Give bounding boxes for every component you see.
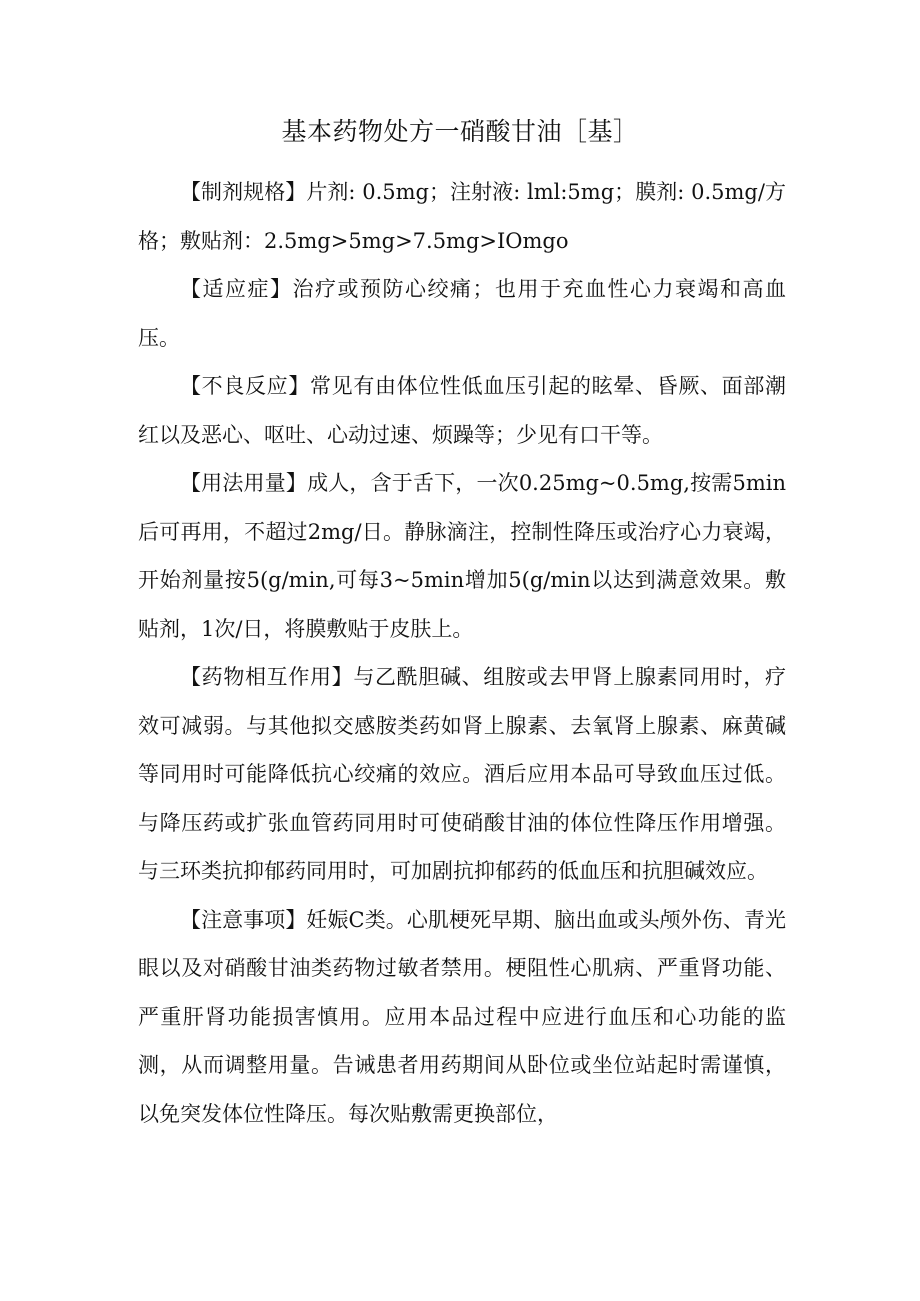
- section-text: 与乙酰胆碱、组胺或去甲肾上腺素同用时，疗效可减弱。与其他拟交感胺类药如肾上腺素、去氧肾上腺素、麻黄碱等同用时可能降低抗心绞痛的效应。酒后应用本品可导致血压过低。与降压药或扩张血管药同用时可使硝酸甘油的体位性降压作用增强。与三环类抗抑郁药同用时，可加剧抗抑郁药的低血压和抗胆碱效应。: [138, 665, 787, 883]
- section-indications: [138, 265, 786, 362]
- section-heading: 【不良反应】: [180, 374, 310, 398]
- section-text: 治疗或预防心绞痛；也用于充血性心力衰竭和高血压。: [138, 277, 786, 350]
- section-heading: 【注意事项】: [180, 907, 307, 932]
- section-heading: 【适应症】: [180, 277, 293, 301]
- section-text: 片剂: 0.5mg；注射液: lml:5mg；膜剂: 0.5mg/方格；敷贴剂：2.5mg>5mg>7.5mg>IOmgo: [138, 180, 786, 253]
- section-text: 妊娠C类。心肌梗死早期、脑出血或头颅外伤、青光眼以及对硝酸甘油类药物过敏者禁用。梗阻性心肌病、严重肾功能、严重肝肾功能损害慎用。应用本品过程中应进行血压和心功能的监测，从而调整用量。告诫患者用药期间从卧位或坐位站起时需谨慎，以免突发体位性降压。每次贴敷需更换部位，: [138, 907, 786, 1126]
- document-title: 基本药物处方一硝酸甘油［基］: [281, 117, 639, 146]
- section-adverse-reactions: [138, 362, 786, 459]
- section-dosage: [138, 459, 786, 653]
- section-text: 常见有由体位性低血压引起的眩晕、昏厥、面部潮红以及恶心、呕吐、心动过速、烦躁等；少见有口干等。: [138, 374, 786, 447]
- section-heading: 【制剂规格】: [180, 180, 307, 204]
- section-interactions: [138, 653, 786, 896]
- section-precautions: [138, 896, 786, 1139]
- section-text: 成人，含于舌下，一次0.25mg~0.5mg,按需5min后可再用，不超过2mg/日。静脉滴注，控制性降压或治疗心力衰竭，开始剂量按5(g/min,可每3~5min增加5(g/min以达到满意效果。敷贴剂，1次/日，将膜敷贴于皮肤上。: [138, 471, 787, 641]
- section-heading: 【药物相互作用】: [180, 665, 354, 689]
- section-heading: 【用法用量】: [180, 471, 308, 495]
- section-specification: [138, 168, 786, 265]
- document-body: [138, 168, 786, 1138]
